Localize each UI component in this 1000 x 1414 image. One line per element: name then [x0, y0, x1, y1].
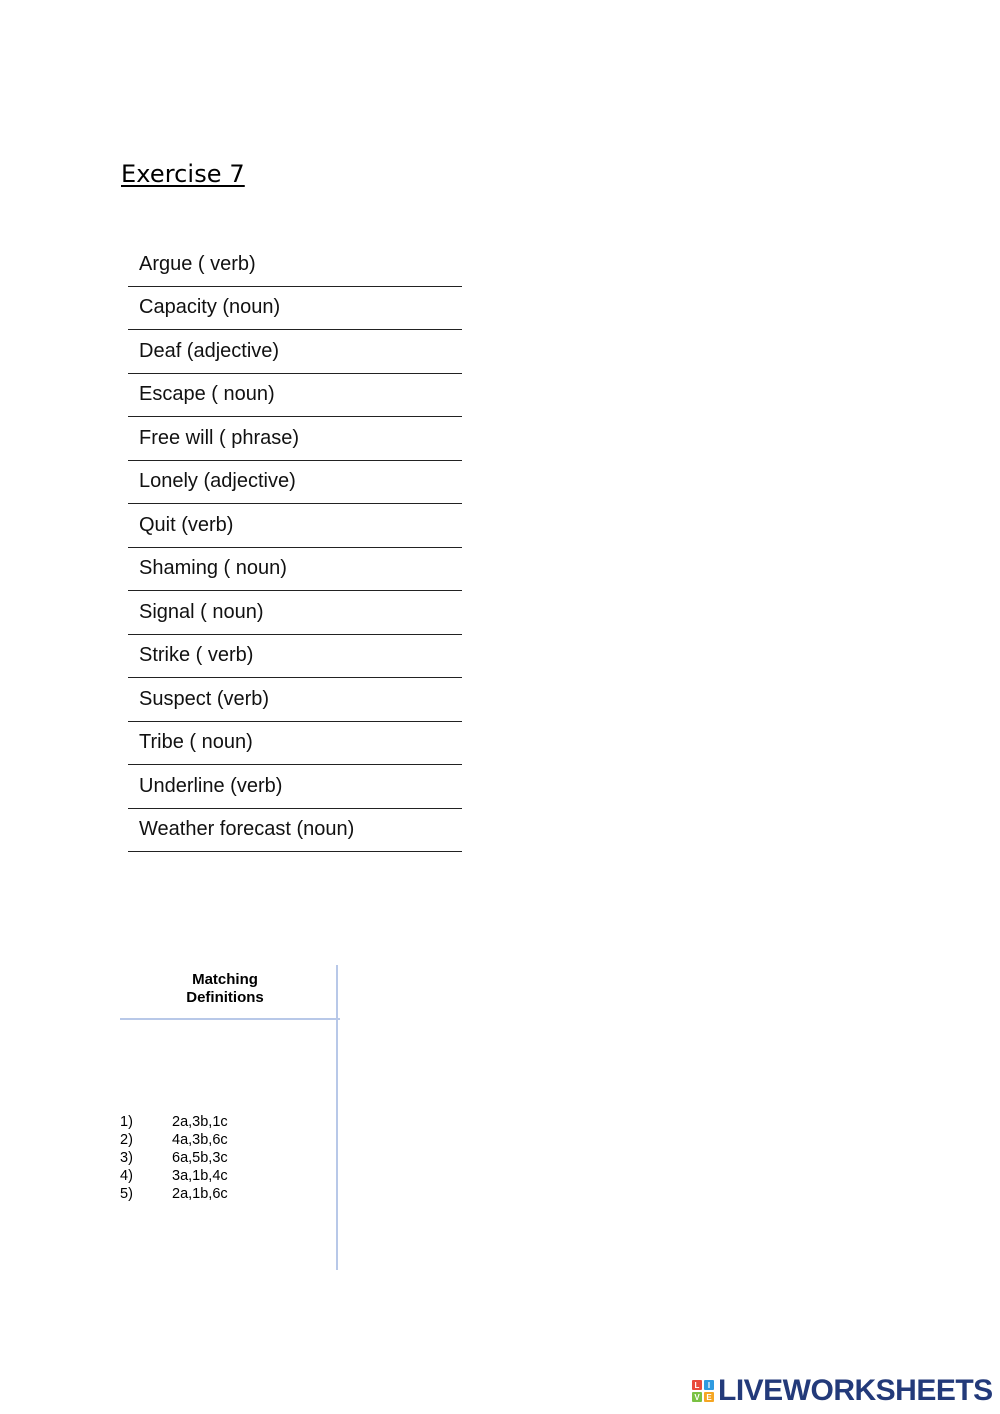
liveworksheets-logo[interactable] — [692, 1374, 993, 1408]
table-divider-horizontal — [120, 1018, 340, 1020]
vocab-item: Signal ( noun) — [128, 591, 462, 635]
vocab-item: Quit (verb) — [128, 504, 462, 548]
vocabulary-list — [128, 243, 462, 852]
answer-row — [120, 1149, 228, 1167]
answer-value: 6a,5b,3c — [172, 1150, 228, 1166]
answer-row — [120, 1131, 228, 1149]
answer-row — [120, 1167, 228, 1185]
vocab-item: Free will ( phrase) — [128, 417, 462, 461]
answer-value: 3a,1b,4c — [172, 1168, 228, 1184]
answer-number: 3) — [120, 1150, 133, 1166]
matching-heading-line1: Matching — [192, 971, 258, 988]
vocab-item: Shaming ( noun) — [128, 548, 462, 592]
exercise-title: Exercise 7 — [121, 160, 245, 188]
answer-value: 2a,1b,6c — [172, 1186, 228, 1202]
vocab-item: Weather forecast (noun) — [128, 809, 462, 853]
matching-heading-line2: Definitions — [186, 989, 264, 1006]
vocab-item: Underline (verb) — [128, 765, 462, 809]
logo-icon — [692, 1380, 714, 1402]
matching-heading — [175, 971, 275, 1007]
vocab-item: Lonely (adjective) — [128, 461, 462, 505]
answer-value: 4a,3b,6c — [172, 1132, 228, 1148]
vocab-item: Argue ( verb) — [128, 243, 462, 287]
vocab-item: Tribe ( noun) — [128, 722, 462, 766]
vocab-item: Deaf (adjective) — [128, 330, 462, 374]
answer-row — [120, 1113, 228, 1131]
answer-number: 5) — [120, 1186, 133, 1202]
logo-letter: L — [692, 1380, 702, 1390]
vocab-item: Suspect (verb) — [128, 678, 462, 722]
answer-value: 2a,3b,1c — [172, 1114, 228, 1130]
answer-row — [120, 1185, 228, 1203]
logo-wordmark: LIVEWORKSHEETS — [718, 1374, 993, 1407]
matching-definitions-table — [120, 965, 340, 1270]
logo-letter: E — [704, 1392, 714, 1402]
logo-letter: I — [704, 1380, 714, 1390]
vocab-item: Escape ( noun) — [128, 374, 462, 418]
answer-list — [120, 1113, 228, 1203]
answer-number: 1) — [120, 1114, 133, 1130]
vocab-item: Capacity (noun) — [128, 287, 462, 331]
logo-letter: V — [692, 1392, 702, 1402]
table-divider-vertical — [336, 965, 338, 1270]
vocab-item: Strike ( verb) — [128, 635, 462, 679]
answer-number: 2) — [120, 1132, 133, 1148]
answer-number: 4) — [120, 1168, 133, 1184]
